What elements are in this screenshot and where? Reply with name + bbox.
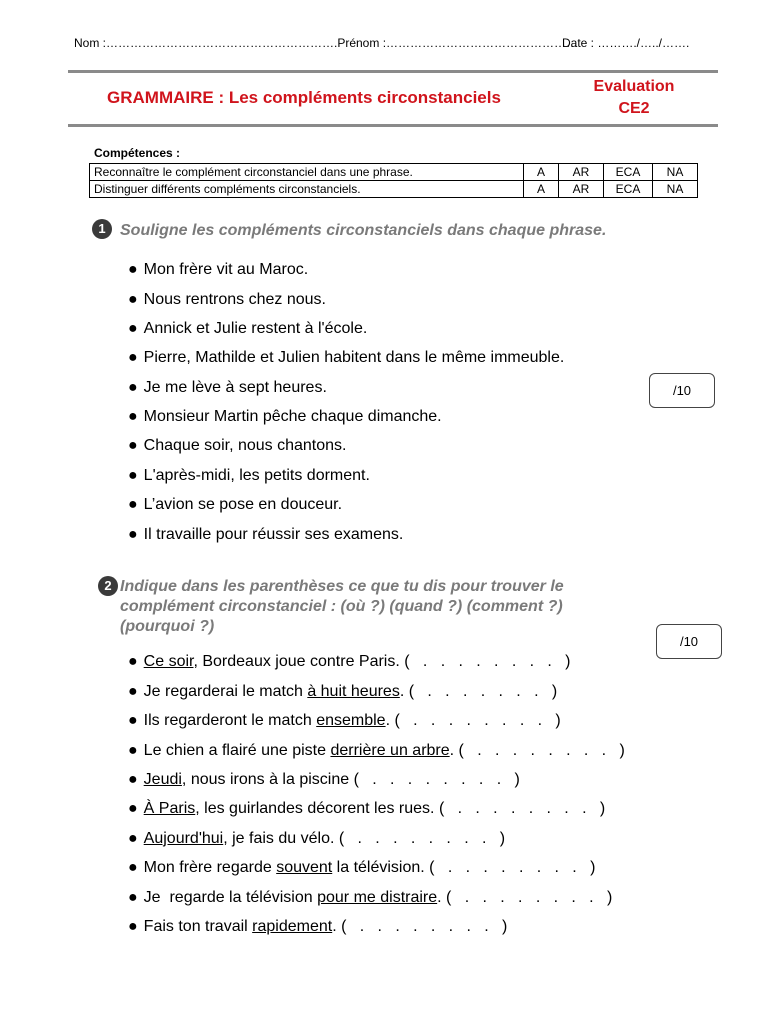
sentence-start: Mon frère regarde xyxy=(143,859,277,876)
competence-row xyxy=(90,181,698,198)
sentence: Annick et Julie restent à l'école. xyxy=(143,320,368,337)
level-eca: ECA xyxy=(604,164,653,181)
list-item xyxy=(128,711,561,731)
instruction-line: complément circonstanciel : (où ?) (quand ?) (comment ?) xyxy=(120,598,563,615)
exercise-1-number-icon: 1 xyxy=(92,219,112,239)
competences-table xyxy=(89,163,698,198)
sentence-end: , je fais du vélo. ( . . . . . . . . ) xyxy=(223,830,506,847)
bullet: ● xyxy=(128,742,138,759)
underlined-complement: derrière un arbre xyxy=(330,742,450,759)
level-ar: AR xyxy=(559,164,604,181)
competence-desc: Distinguer différents compléments circonstanciels. xyxy=(90,181,524,198)
competences-label: Compétences : xyxy=(94,146,181,160)
list-item xyxy=(128,495,342,515)
exercise-2-number-icon: 2 xyxy=(98,576,118,596)
sentence: Je me lève à sept heures. xyxy=(143,379,327,396)
bullet: ● xyxy=(128,291,138,308)
sentence: L'après-midi, les petits dorment. xyxy=(143,467,370,484)
list-item xyxy=(128,741,625,761)
list-item xyxy=(128,525,403,545)
bottom-rule xyxy=(68,124,718,127)
bullet: ● xyxy=(128,859,138,876)
evaluation-line1: Evaluation xyxy=(593,78,675,95)
sentence: Il travaille pour réussir ses examens. xyxy=(143,526,404,543)
bullet: ● xyxy=(128,653,138,670)
date-field: Date : ………./…../……. xyxy=(562,36,690,50)
bullet: ● xyxy=(128,320,138,337)
name-field: Nom :………………………………………………….Prénom :………………………………………… xyxy=(74,36,579,50)
evaluation-label xyxy=(580,76,688,120)
sentence-end: , les guirlandes décorent les rues. ( . . . . . . . . ) xyxy=(195,800,606,817)
underlined-complement: à huit heures xyxy=(307,683,400,700)
list-item xyxy=(128,652,571,672)
sentence-start: Le chien a flairé une piste xyxy=(143,742,331,759)
level-a: A xyxy=(524,181,559,198)
list-item xyxy=(128,799,605,819)
sentence-end: . ( . . . . . . . . ) xyxy=(437,889,613,906)
sentence-end: la télévision. ( . . . . . . . . ) xyxy=(332,859,596,876)
bullet: ● xyxy=(128,496,138,513)
sentence-end: . ( . . . . . . . . ) xyxy=(332,918,508,935)
top-rule xyxy=(68,70,718,73)
exercise-1-instruction: Souligne les compléments circonstanciels dans chaque phrase. xyxy=(120,222,607,239)
sentence-start: Je regarde la télévision xyxy=(143,889,318,906)
level-ar: AR xyxy=(559,181,604,198)
bullet: ● xyxy=(128,349,138,366)
level-na: NA xyxy=(653,164,698,181)
sentence: Pierre, Mathilde et Julien habitent dans le même immeuble. xyxy=(143,349,565,366)
underlined-complement: Jeudi xyxy=(143,771,182,788)
sentence-end: , nous irons à la piscine ( . . . . . . . . ) xyxy=(181,771,520,788)
bullet: ● xyxy=(128,437,138,454)
underlined-complement: rapidement xyxy=(252,918,333,935)
level-na: NA xyxy=(653,181,698,198)
list-item xyxy=(128,770,520,790)
competence-desc: Reconnaître le complément circonstanciel dans une phrase. xyxy=(90,164,524,181)
sentence-start: Ils regarderont le match xyxy=(143,712,317,729)
instruction-line: (pourquoi ?) xyxy=(120,618,215,635)
exercise-2-score-box: /10 xyxy=(656,624,722,659)
list-item xyxy=(128,917,507,937)
evaluation-level: CE2 xyxy=(618,100,650,117)
list-item xyxy=(128,858,595,878)
exercise-1-score-box: /10 xyxy=(649,373,715,408)
page-title: GRAMMAIRE : Les compléments circonstanciels xyxy=(107,88,501,107)
bullet: ● xyxy=(128,771,138,788)
sentence: Mon frère vit au Maroc. xyxy=(143,261,309,278)
sentence: Nous rentrons chez nous. xyxy=(143,291,326,308)
sentence-end: . ( . . . . . . . . ) xyxy=(449,742,625,759)
level-eca: ECA xyxy=(604,181,653,198)
bullet: ● xyxy=(128,918,138,935)
bullet: ● xyxy=(128,683,138,700)
bullet: ● xyxy=(128,800,138,817)
list-item xyxy=(128,436,346,456)
bullet: ● xyxy=(128,889,138,906)
underlined-complement: pour me distraire xyxy=(317,889,438,906)
competence-row xyxy=(90,164,698,181)
sentence-start: Je regarderai le match xyxy=(143,683,308,700)
sentence-end: . ( . . . . . . . . ) xyxy=(385,712,561,729)
underlined-complement: souvent xyxy=(276,859,333,876)
sentence: Monsieur Martin pêche chaque dimanche. xyxy=(143,408,442,425)
list-item xyxy=(128,407,442,427)
list-item xyxy=(128,829,505,849)
list-item xyxy=(128,888,612,908)
list-item xyxy=(128,378,327,398)
underlined-complement: Ce soir xyxy=(143,653,194,670)
list-item xyxy=(128,348,564,368)
sentence: Chaque soir, nous chantons. xyxy=(143,437,347,454)
sentence-end: . ( . . . . . . . ) xyxy=(399,683,558,700)
bullet: ● xyxy=(128,261,138,278)
list-item xyxy=(128,290,326,310)
bullet: ● xyxy=(128,712,138,729)
sentence-end: , Bordeaux joue contre Paris. ( . . . . . . . . ) xyxy=(193,653,571,670)
level-a: A xyxy=(524,164,559,181)
list-item xyxy=(128,682,557,702)
underlined-complement: À Paris xyxy=(143,800,196,817)
header-fields xyxy=(74,36,690,50)
bullet: ● xyxy=(128,379,138,396)
list-item xyxy=(128,466,370,486)
bullet: ● xyxy=(128,408,138,425)
list-item xyxy=(128,260,308,280)
sentence-start: Fais ton travail xyxy=(143,918,253,935)
list-item xyxy=(128,319,367,339)
bullet: ● xyxy=(128,526,138,543)
exercise-2-instruction xyxy=(120,577,564,637)
bullet: ● xyxy=(128,467,138,484)
instruction-line: Indique dans les parenthèses ce que tu dis pour trouver le xyxy=(120,578,564,595)
underlined-complement: Aujourd'hui xyxy=(143,830,224,847)
sentence: L’avion se pose en douceur. xyxy=(143,496,343,513)
underlined-complement: ensemble xyxy=(316,712,386,729)
bullet: ● xyxy=(128,830,138,847)
